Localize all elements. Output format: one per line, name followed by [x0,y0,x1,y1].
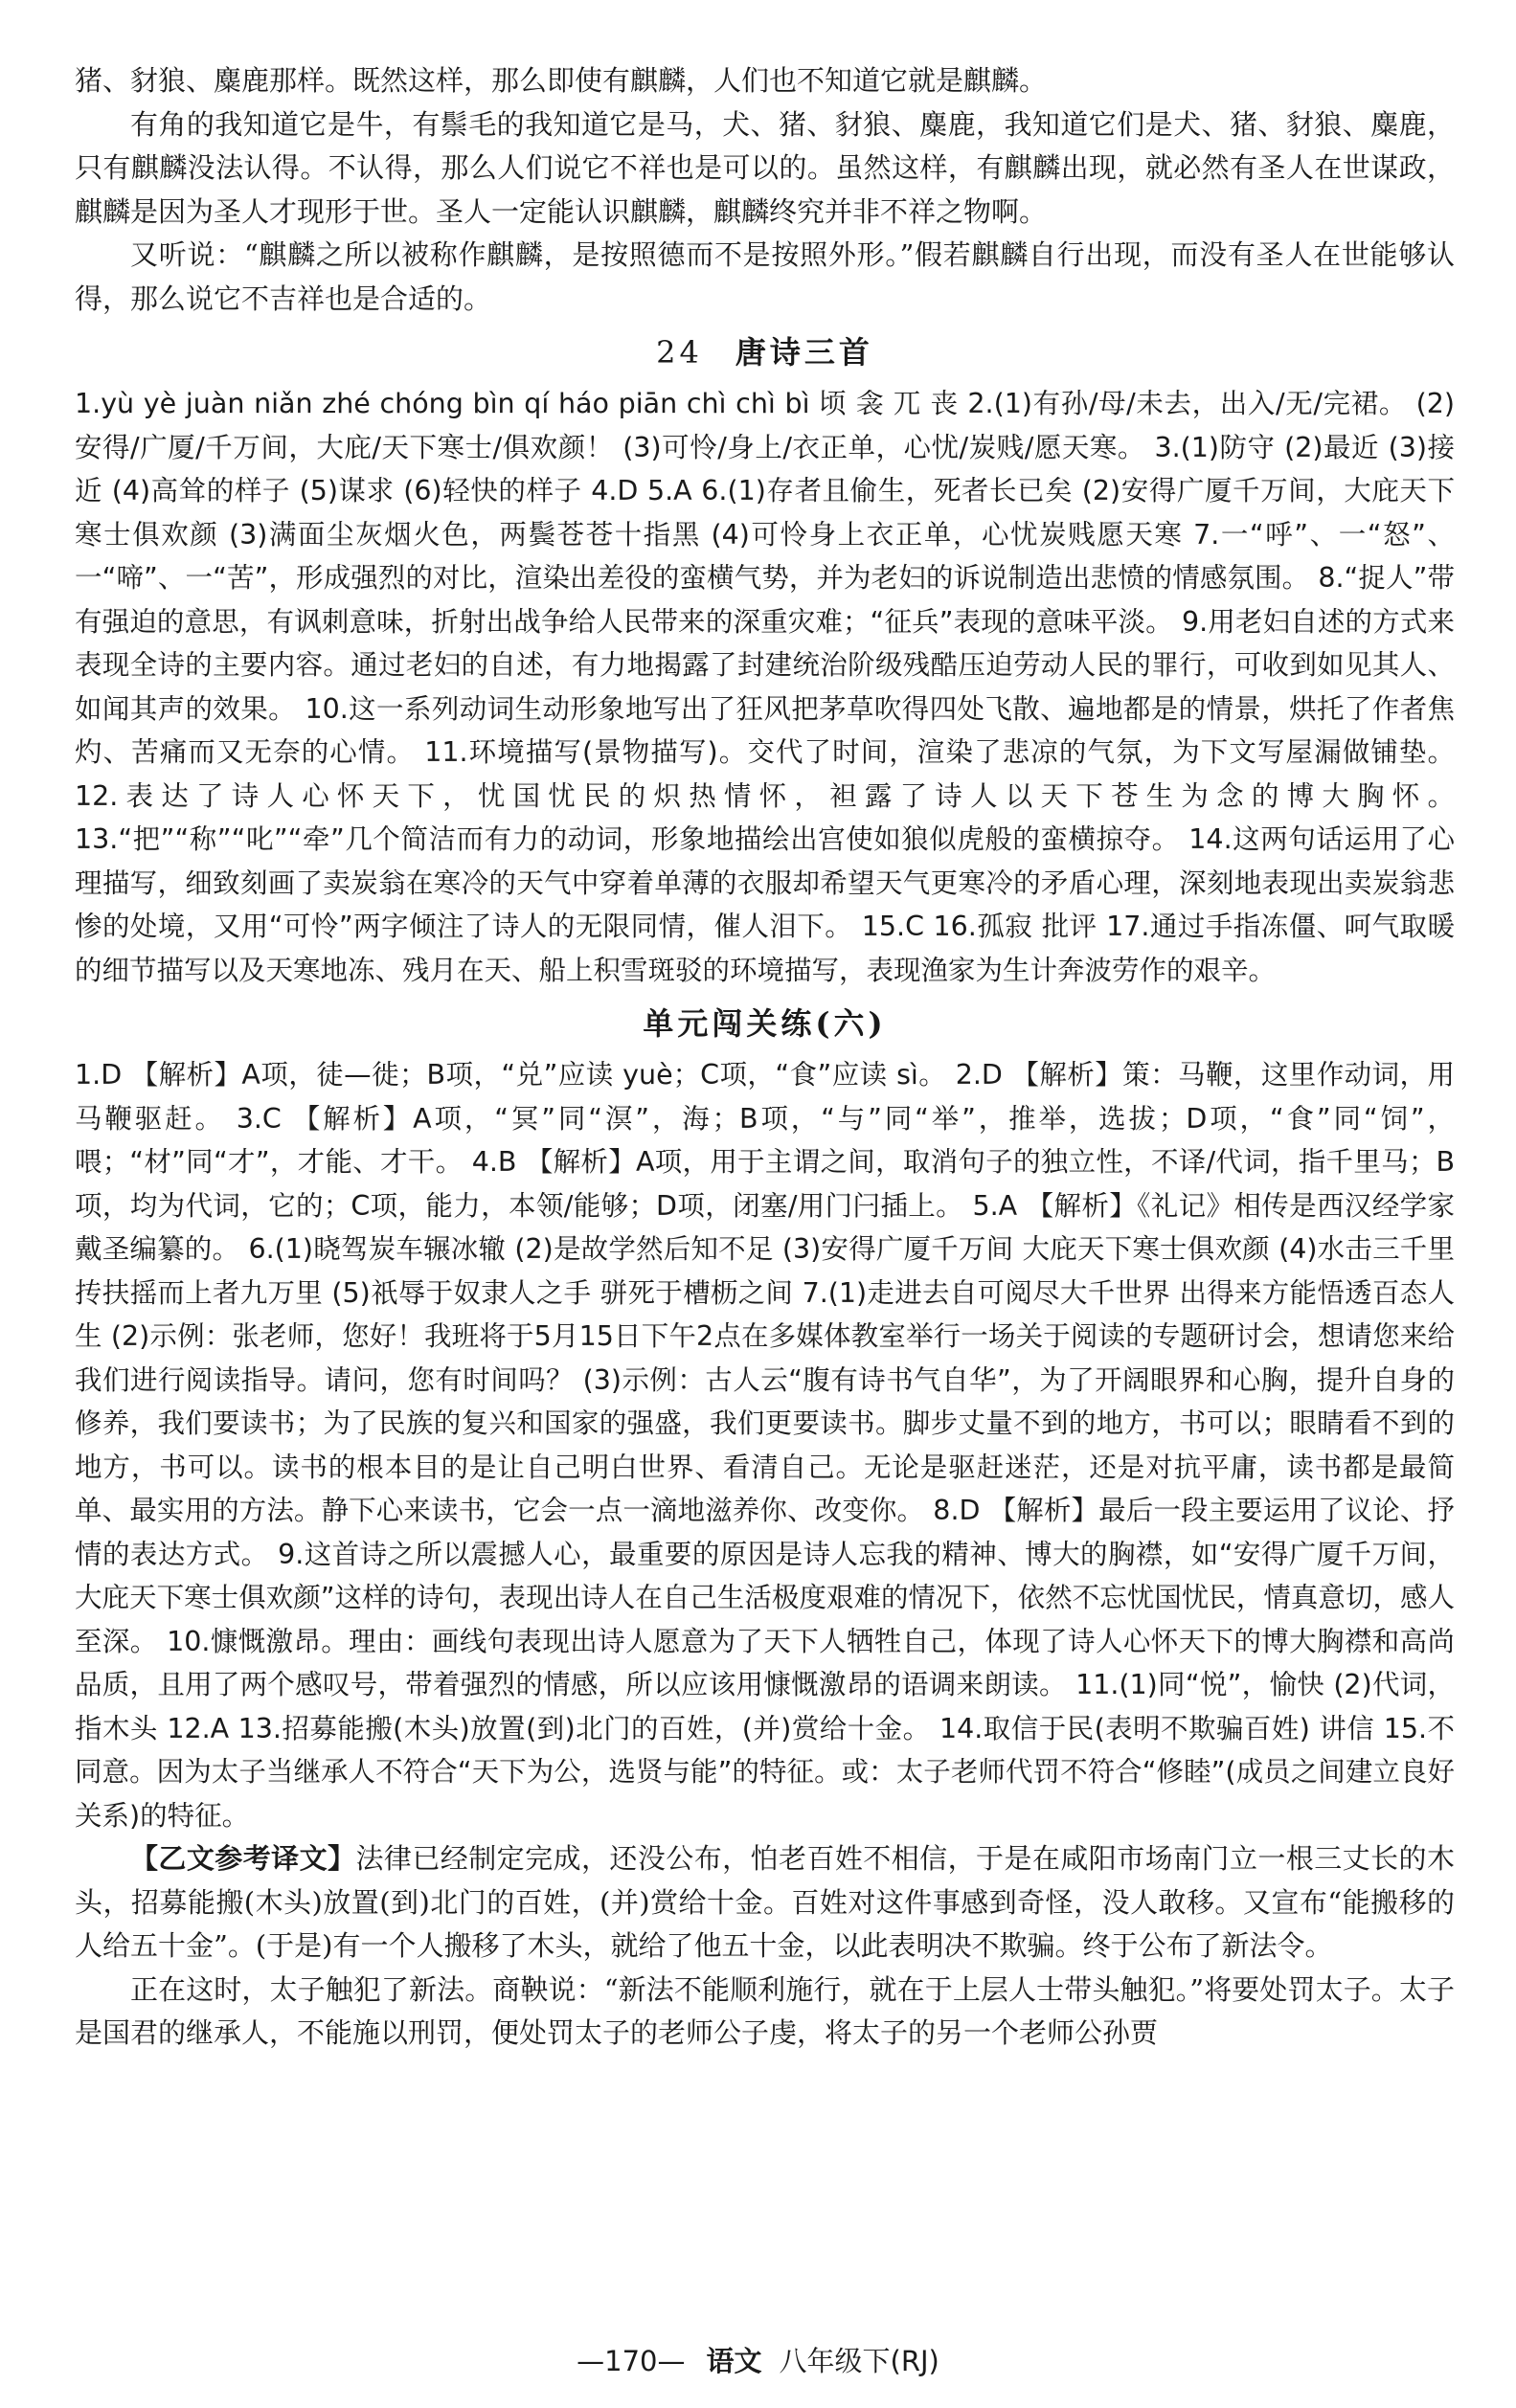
section24-answers: 1.yù yè juàn niǎn zhé chóng bìn qí háo piān chì chì bì 顷 衾 兀 丧 2.(1)有孙/母/未去，出入/无/完裙。 (2)安得/广厦/千万间，大庇/天下寒士/俱欢颜！ (3)可怜/身上/衣正单，心忧/炭贱/愿天寒。 3.(1)防守 (2)最近 (3)接近 (4)高耸的样子 (5)谋求 (6)轻快的样子 4.D 5.A 6.(1)存者且偷生，死者长已矣 (2)安得广厦千万间，大庇天下寒士俱欢颜 (3)满面尘灰烟火色，两鬓苍苍十指黑 (4)可怜身上衣正单，心忧炭贱愿天寒 7.一“呼”、一“怒”、一“啼”、一“苦”，形成强烈的对比，渲染出差役的蛮横气势，并为老妇的诉说制造出悲愤的情感氛围。 8.“捉人”带有强迫的意思，有讽刺意味，折射出战争给人民带来的深重灾难；“征兵”表现的意味平淡。 9.用老妇自述的方式来表现全诗的主要内容。通过老妇的自述，有力地揭露了封建统治阶级残酷压迫劳动人民的罪行，可收到如见其人、如闻其声的效果。 10.这一系列动词生动形象地写出了狂风把茅草吹得四处飞散、遍地都是的情景，烘托了作者焦灼、苦痛而又无奈的心情。 11.环境描写(景物描写)。交代了时间，渲染了悲凉的气氛，为下文写屋漏做铺垫。 12.表达了诗人心怀天下，忧国忧民的炽热情怀，袒露了诗人以天下苍生为念的博大胸怀。 13.“把”“称”“叱”“牵”几个简洁而有力的动词，形象地描绘出宫使如狼似虎般的蛮横掠夺。 14.这两句话运用了心理描写，细致刻画了卖炭翁在寒冷的天气中穿着单薄的衣服却希望天气更寒冷的矛盾心理，深刻地表现出卖炭翁悲惨的处境，又用“可怜”两字倾注了诗人的无限同情，催人泪下。 15.C 16.孤寂 批评 17.通过手指冻僵、呵气取暖的细节描写以及天寒地冻、残月在天、船上积雪斑驳的环境描写，表现渔家为生计奔波劳作的艰辛。 [75,388,1456,986]
translation-paragraph-2: 有角的我知道它是牛，有鬃毛的我知道它是马，犬、猪、豺狼、麋鹿，我知道它们是犬、猪、豺狼、麋鹿，只有麒麟没法认得。不认得，那么人们说它不祥也是可以的。虽然这样，有麒麟出现，就必然有圣人在世谋政，麒麟是因为圣人才现形于世。圣人一定能认识麒麟，麒麟终究并非不祥之物啊。 [75,107,1455,228]
page-footer [0,2342,1516,2380]
section-heading-24 [75,330,1455,374]
section-title: 唐诗三首 [735,334,873,371]
translation-paragraph-3: 又听说：“麒麟之所以被称作麒麟，是按照德而不是按照外形。”假若麒麟自行出现，而没有圣人在世能够认得，那么说它不吉祥也是合适的。 [75,238,1455,315]
translation-line-1: 猪、豺狼、麋鹿那样。既然这样，那么即使有麒麟，人们也不知道它就是麒麟。 [75,64,1048,97]
page-number: —170— [577,2345,686,2377]
unit-test-heading: 单元闯关练(六) [643,1005,887,1042]
unit-test-answers: 1.D 【解析】A项，徒—徙；B项，“兑”应读 yuè；C项，“食”应读 sì。 2.D 【解析】策：马鞭，这里作动词，用马鞭驱赶。 3.C 【解析】A项，“冥”同“溟”，海；B项，“与”同“举”，推举，选拔；D项，“食”同“饲”，喂；“材”同“才”，才能、才干。 4.B 【解析】A项，用于主谓之间，取消句子的独立性，不译/代词，指千里马；B项，均为代词，它的；C项，能力，本领/能够；D项，闭塞/用门闩插上。 5.A 【解析】《礼记》相传是西汉经学家戴圣编纂的。 6.(1)晓驾炭车辗冰辙 (2)是故学然后知不足 (3)安得广厦千万间 大庇天下寒士俱欢颜 (4)水击三千里 抟扶摇而上者九万里 (5)祇辱于奴隶人之手 骈死于槽枥之间 7.(1)走进去自可阅尽大千世界 出得来方能悟透百态人生 (2)示例：张老师，您好！我班将于5月15日下午2点在多媒体教室举行一场关于阅读的专题研讨会，想请您来给我们进行阅读指导。请问，您有时间吗？ (3)示例：古人云“腹有诗书气自华”，为了开阔眼界和心胸，提升自身的修养，我们要读书；为了民族的复兴和国家的强盛，我们更要读书。脚步丈量不到的地方，书可以；眼睛看不到的地方，书可以。读书的根本目的是让自己明白世界、看清自己。无论是驱赶迷茫，还是对抗平庸，读书都是最简单、最实用的方法。静下心来读书，它会一点一滴地滋养你、改变你。 8.D 【解析】最后一段主要运用了议论、抒情的表达方式。 9.这首诗之所以震撼人心，最重要的原因是诗人忘我的精神、博大的胸襟，如“安得广厦千万间，大庇天下寒士俱欢颜”这样的诗句，表现出诗人在自己生活极度艰难的情况下，依然不忘忧国忧民，情真意切，感人至深。 10.慷慨激昂。理由：画线句表现出诗人愿意为了天下人牺牲自己，体现了诗人心怀天下的博大胸襟和高尚品质，且用了两个感叹号，带着强烈的情感，所以应该用慷慨激昂的语调来朗读。 11.(1)同“悦”，愉快 (2)代词，指木头 12.A 13.招募能搬(木头)放置(到)北门的百姓，(并)赏给十金。 14.取信于民(表明不欺骗百姓) 讲信 15.不同意。因为太子当继承人不符合“天下为公，选贤与能”的特征。或：太子老师代罚不符合“修睦”(成员之间建立良好关系)的特征。 [75,1059,1455,1832]
footer-grade: 八年级下(RJ) [779,2345,939,2377]
yi-translation-text-1: 法律已经制定完成，还没公布，怕老百姓不相信，于是在咸阳市场南门立一根三丈长的木头，招募能搬(木头)放置(到)北门的百姓，(并)赏给十金。百姓对这件事感到奇怪，没人敢移。又宣布“能搬移的人给五十金”。(于是)有一个人搬移了木头，就给了他五十金，以此表明决不欺骗。终于公布了新法令。 [75,1842,1455,1962]
footer-subject: 语文 [706,2345,762,2377]
section-number: 24 [656,334,703,371]
yi-translation-paragraph-2: 正在这时，太子触犯了新法。商鞅说：“新法不能顺利施行，就在于上层人士带头触犯。”将要处罚太子。太子是国君的继承人，不能施以刑罚，便处罚太子的老师公子虔，将太子的另一个老师公孙贾 [75,1972,1455,2049]
yi-translation-label: 【乙文参考译文】 [130,1842,356,1875]
yi-translation-paragraph-1 [75,1837,1455,1969]
